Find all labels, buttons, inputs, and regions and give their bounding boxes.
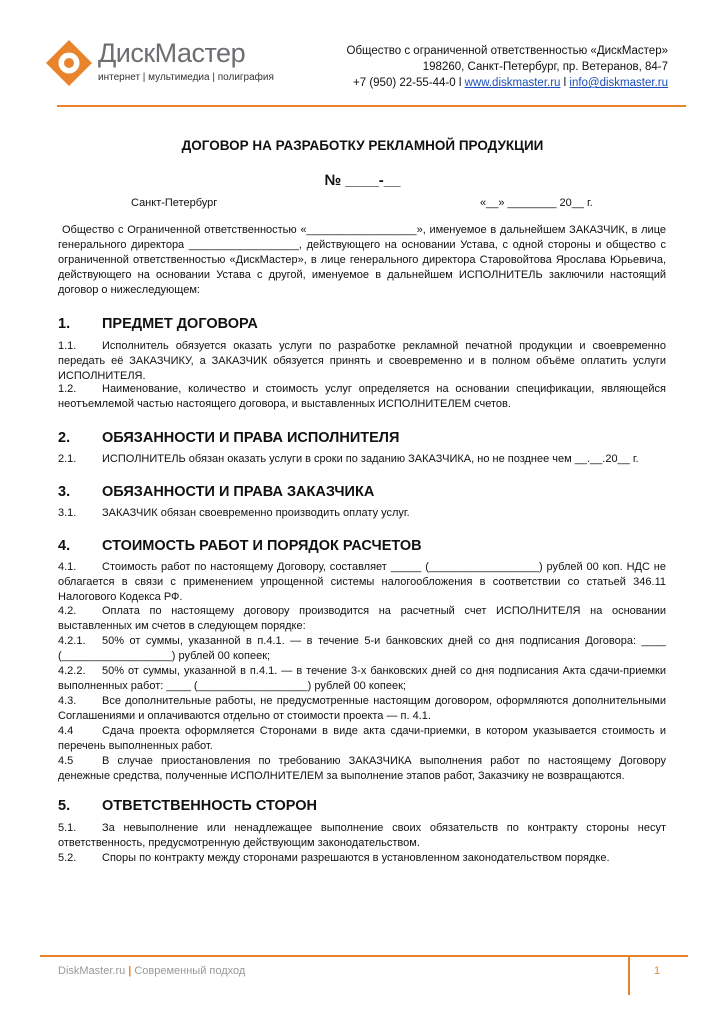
company-phone: +7 (950) 22-55-44-0 (353, 77, 456, 89)
clause-text: За невыполнение или ненадлежащее выполнение своих обязательств по контракту стороны несут ответственность, предусмотренную действующим законодательством. (58, 822, 666, 850)
section-title: ОБЯЗАННОСТИ И ПРАВА ИСПОЛНИТЕЛЯ (102, 430, 400, 446)
clause-number: 4.2. (58, 605, 77, 617)
clause-text: Споры по контракту между сторонами разрешаются в установленном законодательством порядке. (102, 852, 610, 864)
clause-text: Исполнитель обязуется оказать услуги по разработке рекламной печатной продукции и своевременно передать её ЗАКАЗЧИКУ, а ЗАКАЗЧИК обязуется принять и своевременно и в полном объёме оплатить услуги ИСПОЛНИТЕЛЯ. (58, 340, 666, 383)
header-divider (57, 105, 686, 107)
clause (58, 754, 666, 784)
document-number: № ____-__ (324, 172, 401, 189)
section-number: 5. (58, 798, 71, 814)
clause (58, 821, 666, 851)
section-number: 2. (58, 430, 71, 446)
footer-separator: | (128, 965, 132, 977)
document-title: ДОГОВОР НА РАЗРАБОТКУ РЕКЛАМНОЙ ПРОДУКЦИИ (181, 138, 544, 153)
document-city: Санкт-Петербург (131, 197, 218, 209)
website-link[interactable]: www.diskmaster.ru (464, 77, 561, 89)
clause-text: В случае приостановления по требованию ЗАКАЗЧИКА выполнения работ по настоящему Договору денежные средства, полученные ИСПОЛНИТЕЛЕМ за выполнение этапов работ, Заказчику не возвращаются. (58, 755, 666, 783)
clause-number: 2.1. (58, 453, 77, 465)
clause-text: Оплата по настоящему договору производится на расчетный счет ИСПОЛНИТЕЛЯ на основании выставленных им счетов в следующем порядке: (58, 605, 666, 633)
clause-number: 4.3. (58, 695, 77, 707)
clause-text: 50% от суммы, указанной в п.4.1. — в течение 5-и банковских дней со дня подписания Договора: ____ (__________________) рублей 00 копеек; (58, 635, 666, 663)
section-number: 4. (58, 538, 71, 554)
clause-number: 4.4 (58, 725, 74, 737)
company-contacts (308, 75, 668, 91)
clause-text: 50% от суммы, указанной в п.4.1. — в течение 3-х банковских дней со дня подписания Акта сдачи-приемки выполненных работ: ____ (__________________) рублей 00 копеек; (58, 665, 666, 693)
brand-tagline: интернет | мультимедиа | полиграфия (98, 72, 274, 83)
clause-number: 4.5 (58, 755, 74, 767)
clause-text: ИСПОЛНИТЕЛЬ обязан оказать услуги в сроки по заданию ЗАКАЗЧИКА, но не позднее чем __.__.20__ г. (102, 453, 639, 465)
clause (58, 604, 666, 634)
section-title: ПРЕДМЕТ ДОГОВОРА (102, 316, 258, 332)
clause (58, 560, 666, 605)
company-info (308, 43, 668, 91)
section-heading (58, 315, 258, 333)
clause (58, 664, 666, 694)
clause-text: ЗАКАЗЧИК обязан своевременно производить оплату услуг. (102, 507, 410, 519)
page-number: 1 (654, 965, 661, 977)
section-title: СТОИМОСТЬ РАБОТ И ПОРЯДОК РАСЧЕТОВ (102, 538, 422, 554)
clause (58, 694, 666, 724)
section-title: ОБЯЗАННОСТИ И ПРАВА ЗАКАЗЧИКА (102, 484, 375, 500)
clause-text: Стоимость работ по настоящему Договору, составляет _____ (__________________) рублей 00 коп. НДС не облагается в связи с применением упрощенной системы налогообложения в соответствии со статьей 346.11 Налогового Кодекса РФ. (58, 561, 666, 604)
footer-vertical-divider (628, 955, 630, 995)
section-heading (58, 429, 399, 447)
clause-number: 4.2.2. (58, 665, 86, 677)
clause-number: 4.2.1. (58, 635, 86, 647)
clause-number: 1.1. (58, 340, 77, 352)
section-number: 3. (58, 484, 71, 500)
clause-number: 3.1. (58, 507, 77, 519)
email-link[interactable]: info@diskmaster.ru (569, 77, 668, 89)
clause (58, 634, 666, 664)
clause (58, 851, 666, 866)
clause (58, 506, 666, 521)
section-number: 1. (58, 316, 71, 332)
clause-number: 4.1. (58, 561, 77, 573)
company-address: 198260, Санкт-Петербург, пр. Ветеранов, 84-7 (422, 61, 668, 73)
footer-slogan: Современный подход (134, 965, 246, 977)
brand-name: ДискМастер (98, 38, 246, 68)
section-heading (58, 537, 422, 555)
footer-site: DiskMaster.ru (58, 965, 126, 977)
contacts-separator: l (560, 77, 570, 89)
clause (58, 339, 666, 384)
clause-text: Сдача проекта оформляется Сторонами в виде акта сдачи-приемки, в котором указывается стоимость и перечень выполненных работ. (58, 725, 666, 753)
clause (58, 382, 666, 412)
company-name: Общество с ограниченной ответственностью «ДискМастер» (346, 45, 668, 57)
document-date: «__» ________ 20__ г. (480, 197, 593, 209)
clause-number: 5.1. (58, 822, 77, 834)
clause-number: 1.2. (58, 383, 77, 395)
section-heading (58, 797, 317, 815)
footer-divider (40, 955, 688, 957)
clause-number: 5.2. (58, 852, 77, 864)
preamble: Общество с Ограниченной ответственностью «__________________», именуемое в дальнейшем ЗАКАЗЧИК, в лице генерального директора __________________, действующего на основании Устава, с одной стороны и общество с ограниченной ответственностью «ДискМастер», в лице генерального директора Старовойтова Ярослава Юрьевича, действующего на основании Устава с другой, именуемое в дальнейшем ИСПОЛНИТЕЛЬ заключили настоящий договор о нижеследующем: (58, 224, 666, 297)
clause (58, 452, 666, 467)
clause-text: Наименование, количество и стоимость услуг определяется на основании спецификации, являющейся неотъемлемой частью настоящего договора, и выставленных ИСПОЛНИТЕЛЕМ счетов. (58, 383, 666, 411)
section-heading (58, 483, 374, 501)
clause-text: Все дополнительные работы, не предусмотренные настоящим договором, оформляются дополнительными Соглашениями и оплачиваются отдельно от стоимости проекта — п. 4.1. (58, 695, 666, 723)
clause (58, 724, 666, 754)
diskmaster-logo-icon (44, 38, 94, 88)
footer-text (58, 965, 245, 977)
section-title: ОТВЕТСТВЕННОСТЬ СТОРОН (102, 798, 318, 814)
contacts-separator: l (455, 77, 465, 89)
